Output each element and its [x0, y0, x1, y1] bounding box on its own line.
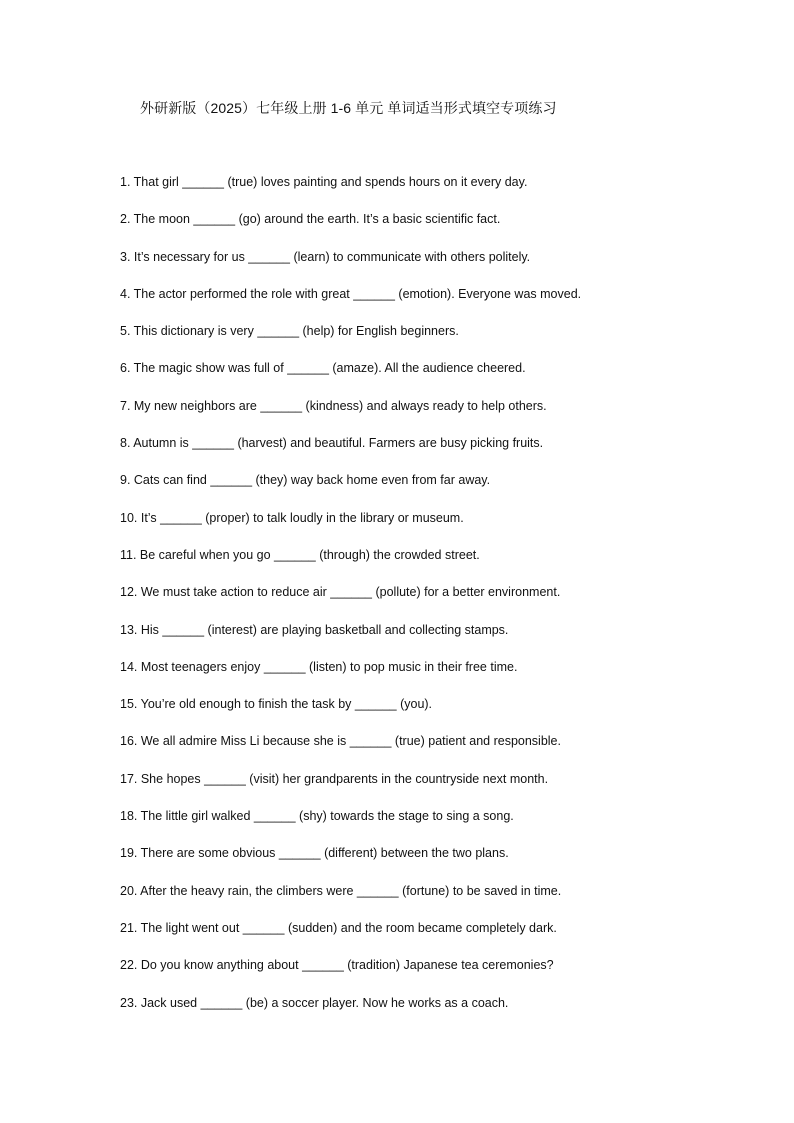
question-item: 14. Most teenagers enjoy ______ (listen) to pop music in their free time. [120, 659, 518, 674]
question-item: 19. There are some obvious ______ (different) between the two plans. [120, 846, 509, 861]
question-item: 7. My new neighbors are ______ (kindness) and always ready to help others. [120, 398, 547, 413]
question-item: 11. Be careful when you go ______ (through) the crowded street. [120, 547, 480, 562]
question-item: 18. The little girl walked ______ (shy) towards the stage to sing a song. [120, 809, 514, 824]
question-list [120, 174, 740, 1032]
question-item: 15. You’re old enough to finish the task by ______ (you). [120, 697, 433, 712]
question-item: 4. The actor performed the role with great ______ (emotion). Everyone was moved. [120, 286, 582, 301]
question-item: 23. Jack used ______ (be) a soccer player. Now he works as a coach. [120, 995, 509, 1010]
document-title: 外研新版（2025）七年级上册 1-6 单元 单词适当形式填空专项练习 [140, 100, 557, 116]
question-item: 12. We must take action to reduce air ______ (pollute) for a better environment. [120, 585, 561, 600]
question-item: 10. It’s ______ (proper) to talk loudly in the library or museum. [120, 510, 464, 525]
question-item: 5. This dictionary is very ______ (help) for English beginners. [120, 324, 459, 339]
question-item: 20. After the heavy rain, the climbers were ______ (fortune) to be saved in time. [120, 883, 562, 898]
question-item: 16. We all admire Miss Li because she is ______ (true) patient and responsible. [120, 734, 561, 749]
question-item: 21. The light went out ______ (sudden) and the room became completely dark. [120, 920, 557, 935]
question-item: 8. Autumn is ______ (harvest) and beautiful. Farmers are busy picking fruits. [120, 436, 544, 451]
question-item: 13. His ______ (interest) are playing basketball and collecting stamps. [120, 622, 509, 637]
question-item: 6. The magic show was full of ______ (amaze). All the audience cheered. [120, 361, 526, 376]
question-item: 2. The moon ______ (go) around the earth. It’s a basic scientific fact. [120, 212, 501, 227]
question-item: 22. Do you know anything about ______ (tradition) Japanese tea ceremonies? [120, 958, 554, 973]
question-item: 9. Cats can find ______ (they) way back home even from far away. [120, 473, 491, 488]
question-item: 1. That girl ______ (true) loves painting and spends hours on it every day. [120, 175, 528, 189]
question-item: 3. It’s necessary for us ______ (learn) to communicate with others politely. [120, 249, 531, 264]
question-item: 17. She hopes ______ (visit) her grandparents in the countryside next month. [120, 771, 549, 786]
